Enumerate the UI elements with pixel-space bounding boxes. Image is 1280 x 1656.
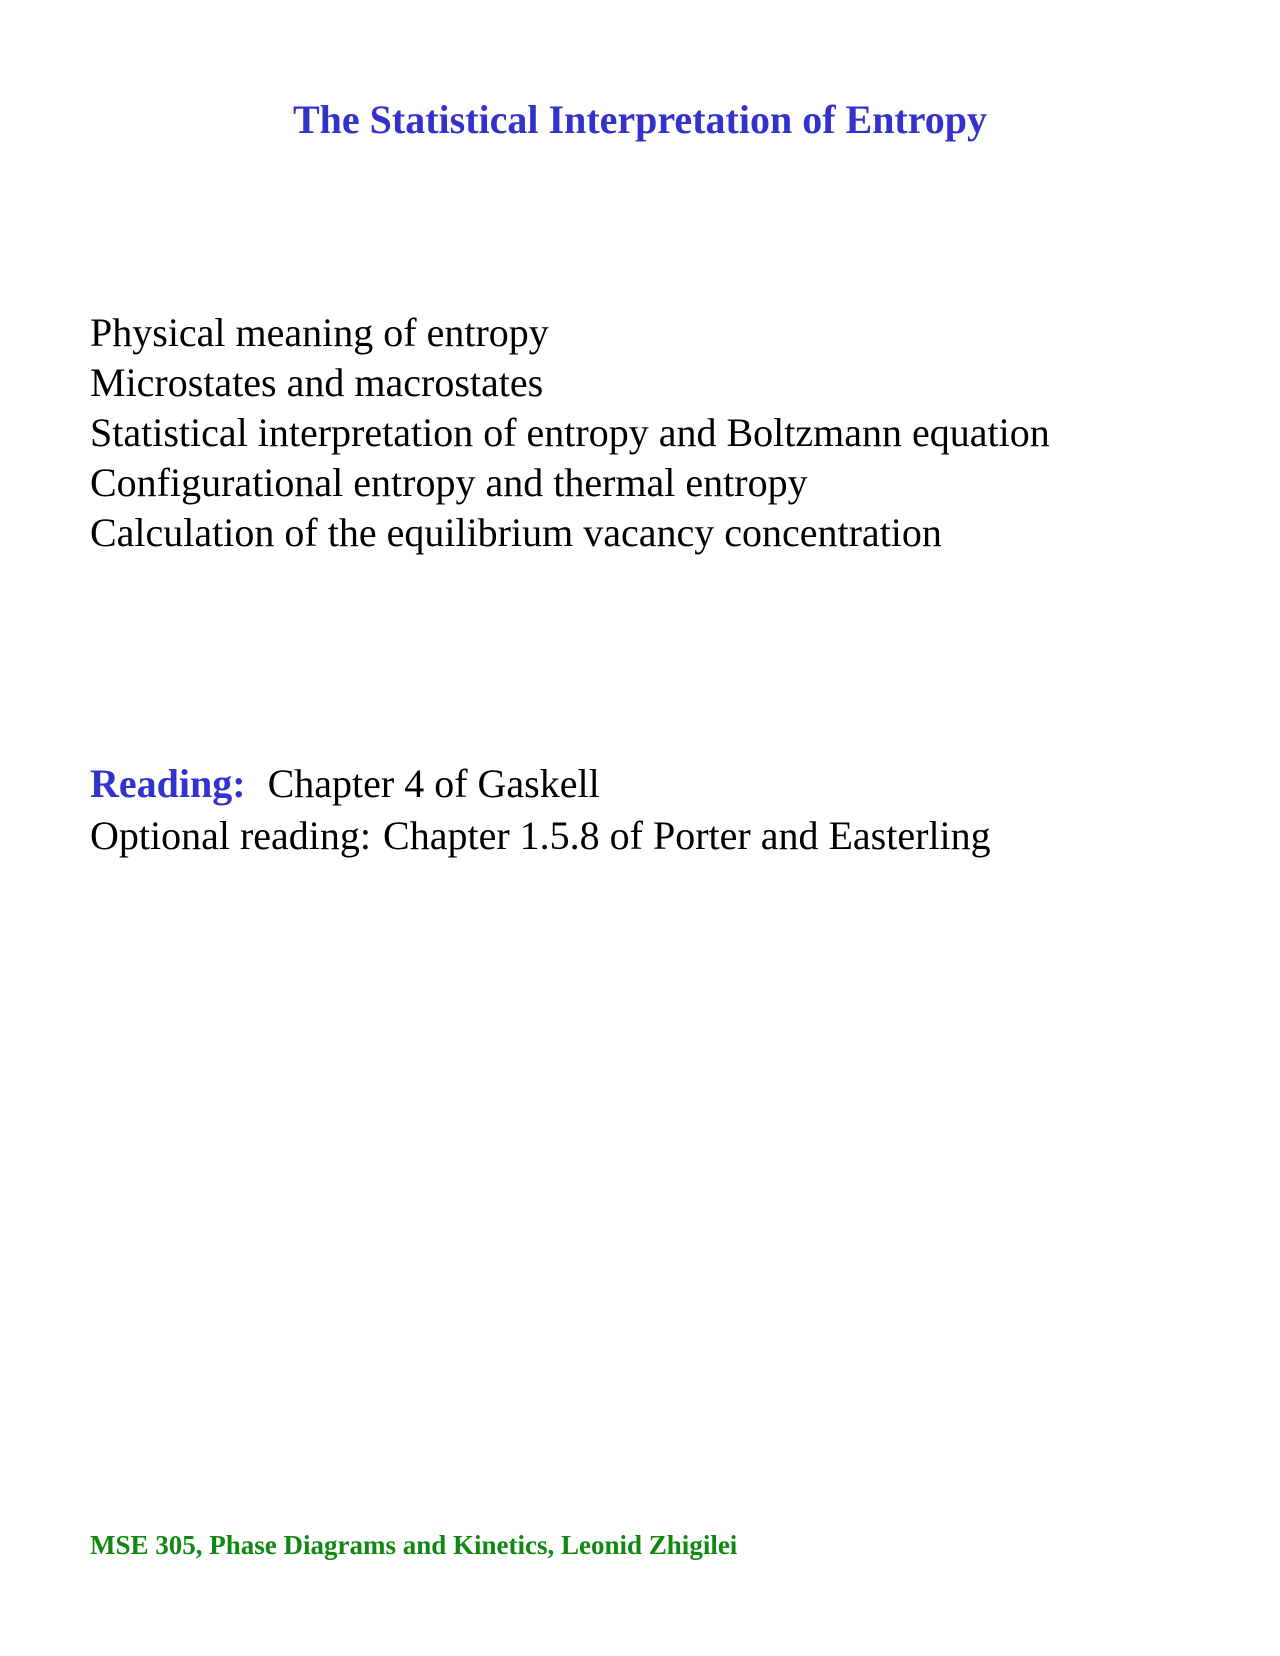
topic-item: Configurational entropy and thermal entropy [90,460,808,505]
optional-reading-label: Optional reading: [90,813,372,858]
topic-item: Statistical interpretation of entropy and Boltzmann equation [90,410,1050,455]
reading-line [90,758,991,810]
reading-section [90,758,991,862]
topic-item: Microstates and macrostates [90,360,544,405]
optional-reading-text: Chapter 1.5.8 of Porter and Easterling [383,813,991,858]
topic-list [90,308,1050,558]
footer-course-info: MSE 305, Phase Diagrams and Kinetics, Leonid Zhigilei [90,1530,738,1560]
optional-reading-line [90,810,991,862]
reading-label: Reading: [90,761,246,806]
page-title: The Statistical Interpretation of Entropy [292,97,988,142]
topic-item: Physical meaning of entropy [90,310,549,355]
topic-item: Calculation of the equilibrium vacancy concentration [90,510,942,555]
reading-text: Chapter 4 of Gaskell [267,761,600,806]
